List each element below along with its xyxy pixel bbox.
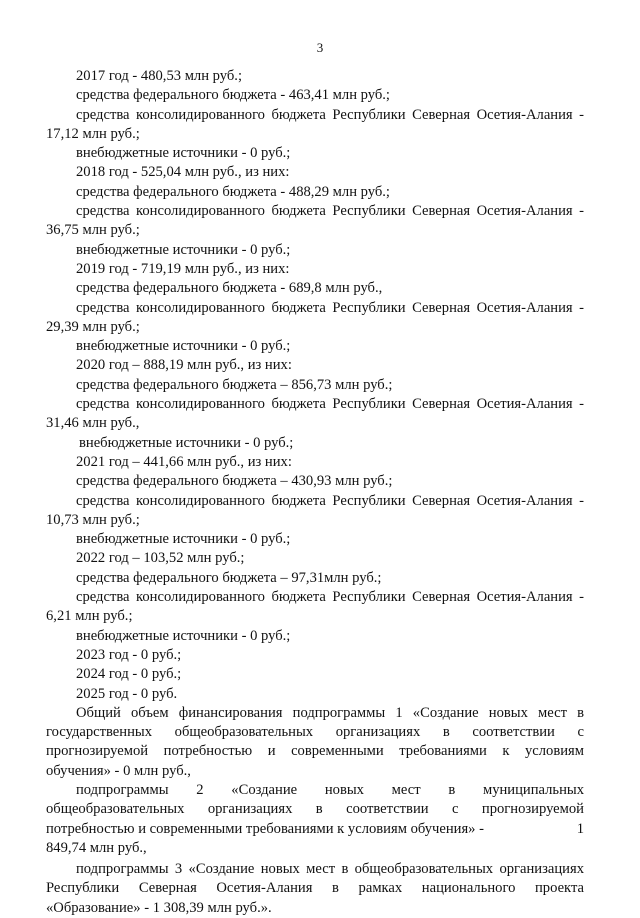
text-line: средства консолидированного бюджета Республики Северная Осетия-Алания - — [76, 396, 584, 413]
text-line: средства федерального бюджета – 97,31млн руб.; — [76, 569, 382, 586]
text-line: средства федерального бюджета – 430,93 млн руб.; — [76, 473, 393, 490]
text-line: «Образование» - 1 308,39 млн руб.». — [46, 899, 272, 916]
text-line: 2023 год - 0 руб.; — [76, 646, 182, 663]
text-line: Республики Северная Осетия-Алания в рамках национального проекта — [46, 880, 584, 897]
text-line: 2022 год – 103,52 млн руб.; — [76, 550, 245, 567]
text-line: 2018 год - 525,04 млн руб., из них: — [76, 164, 290, 181]
text-line: 17,12 млн руб.; — [46, 125, 140, 142]
text-line: средства федерального бюджета - 463,41 млн руб.; — [76, 87, 390, 104]
text-line: 2017 год - 480,53 млн руб.; — [76, 68, 243, 84]
paragraph-subprogram-1 — [46, 704, 584, 781]
text-line: обучения» - 0 млн руб., — [46, 762, 191, 779]
text-line: 6,21 млн руб.; — [46, 608, 133, 625]
text-line: средства федерального бюджета - 488,29 млн руб.; — [76, 183, 390, 200]
paragraph-subprogram-2 — [46, 781, 584, 858]
text-line: внебюджетные источники - 0 руб.; — [76, 531, 291, 548]
text-line: средства консолидированного бюджета Республики Северная Осетия-Алания - — [76, 492, 584, 509]
text-segment: потребностью и современными требованиями к условиям обучения» - — [46, 820, 484, 837]
text-line: 2019 год - 719,19 млн руб., из них: — [76, 260, 290, 277]
text-line: 2020 год – 888,19 млн руб., из них: — [76, 357, 292, 374]
text-line: общеобразовательных организациях в соответствии с прогнозируемой — [46, 801, 584, 818]
text-line: 10,73 млн руб.; — [46, 511, 140, 528]
text-line: средства консолидированного бюджета Республики Северная Осетия-Алания - — [76, 299, 584, 316]
text-line: Общий объем финансирования подпрограммы 1 «Создание новых мест в — [76, 704, 584, 721]
text-line: средства консолидированного бюджета Республики Северная Осетия-Алания - — [76, 589, 584, 606]
paragraph-subprogram-3 — [46, 860, 584, 918]
text-line: 31,46 млн руб., — [46, 415, 140, 432]
text-line: 29,39 млн руб.; — [46, 318, 140, 335]
text-line: средства консолидированного бюджета Республики Северная Осетия-Алания - — [76, 106, 584, 123]
text-line — [46, 820, 584, 839]
text-line: 2025 год - 0 руб. — [76, 685, 178, 702]
text-line: средства федерального бюджета – 856,73 млн руб.; — [76, 376, 393, 393]
text-line: 2021 год – 441,66 млн руб., из них: — [76, 453, 292, 470]
text-line: внебюджетные источники - 0 руб.; — [76, 627, 291, 644]
funding-breakdown — [46, 67, 584, 704]
text-line: государственных общеобразовательных организациях в соответствии с — [46, 724, 584, 741]
text-line: внебюджетные источники - 0 руб.; — [76, 145, 291, 162]
text-line: средства федерального бюджета - 689,8 млн руб., — [76, 280, 383, 297]
text-line: внебюджетные источники - 0 руб.; — [76, 241, 291, 258]
text-line: средства консолидированного бюджета Республики Северная Осетия-Алания - — [76, 203, 584, 220]
text-segment: 1 — [576, 820, 584, 837]
page-number: 3 — [316, 40, 324, 55]
text-line: внебюджетные источники - 0 руб.; — [76, 338, 291, 355]
text-line: подпрограммы 3 «Создание новых мест в общеобразовательных организациях — [76, 861, 584, 878]
document-body — [46, 67, 584, 918]
text-line: внебюджетные источники - 0 руб.; — [79, 434, 294, 451]
text-line: 849,74 млн руб., — [46, 839, 147, 856]
text-line: 2024 год - 0 руб.; — [76, 666, 182, 683]
text-line: прогнозируемой потребностью и современными требованиями к условиям — [46, 743, 584, 760]
text-line: подпрограммы 2 «Создание новых мест в муниципальных — [76, 781, 584, 798]
text-line: 36,75 млн руб.; — [46, 222, 140, 239]
